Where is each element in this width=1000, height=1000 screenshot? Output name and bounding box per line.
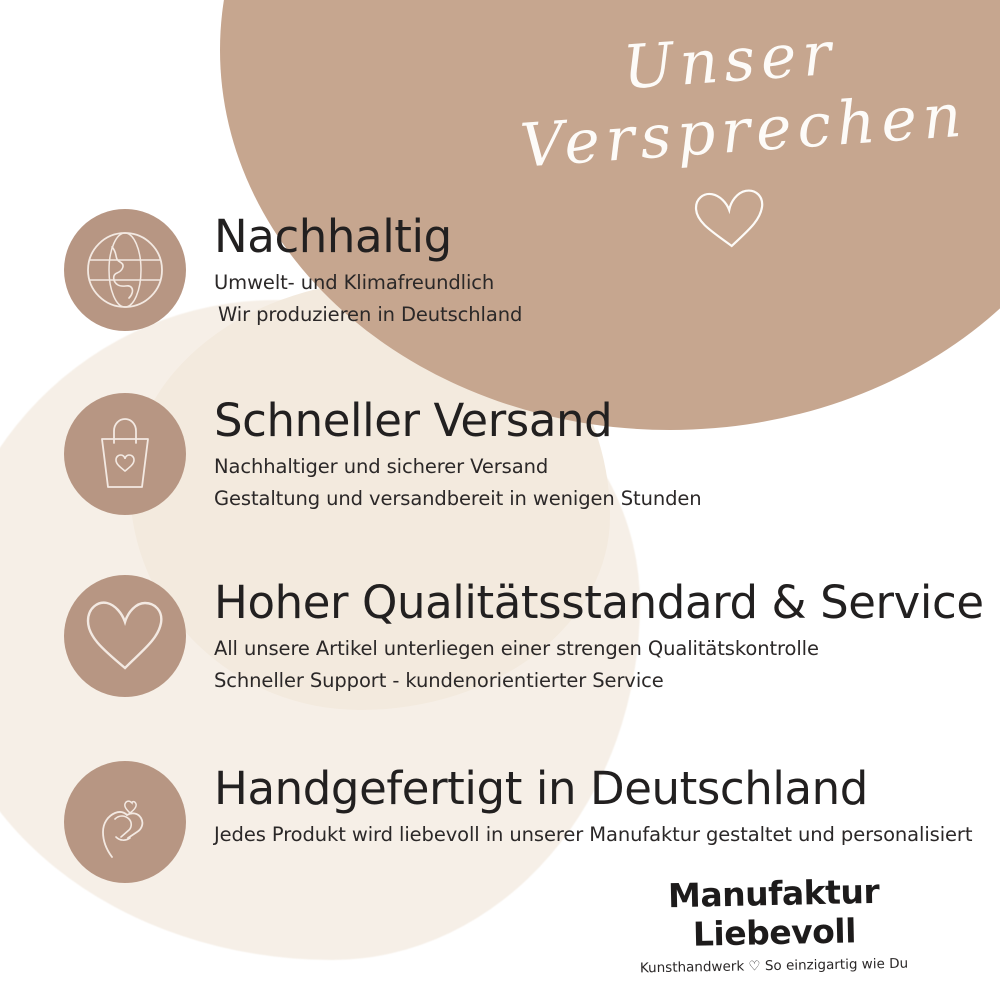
feature-subtitle-1: Nachhaltiger und sicherer Versand <box>214 454 549 478</box>
feature-title: Hoher Qualitätsstandard & Service <box>214 576 984 629</box>
hand-heart-icon <box>64 761 186 883</box>
feature-subtitle-2: Gestaltung und versandbereit in wenigen Stunden <box>214 486 702 510</box>
feature-text-versand <box>214 389 702 510</box>
feature-subtitle-2: Schneller Support - kundenorientierter Service <box>214 668 664 692</box>
feature-text-handgefertigt <box>214 757 972 846</box>
feature-subtitle-1: Jedes Produkt wird liebevoll in unserer Manufaktur gestaltet und personalisiert <box>214 822 973 846</box>
feature-subtitle-2: Wir produzieren in Deutschland <box>218 302 523 326</box>
promise-line-2: Versprechen <box>518 80 970 182</box>
feature-subtitle-1: Umwelt- und Klimafreundlich <box>214 270 495 294</box>
feature-title: Schneller Versand <box>214 394 613 447</box>
feature-row-qualitaet <box>0 571 1000 731</box>
brand-signature <box>594 871 954 977</box>
feature-title: Nachhaltig <box>214 210 452 263</box>
feature-text-nachhaltig <box>214 205 522 326</box>
feature-subtitle-1: All unsere Artikel unterliegen einer strengen Qualitätskontrolle <box>214 636 819 660</box>
brand-tagline: Kunsthandwerk ♡ So einzigartig wie Du <box>639 955 909 977</box>
shopping-bag-icon <box>64 393 186 515</box>
heart-icon <box>64 575 186 697</box>
globe-icon <box>64 209 186 331</box>
feature-row-nachhaltig <box>0 205 1000 365</box>
feature-title: Handgefertigt in Deutschland <box>214 762 868 815</box>
feature-row-versand <box>0 389 1000 549</box>
feature-text-qualitaet <box>214 571 984 692</box>
feature-list <box>0 205 1000 931</box>
brand-name: Manufaktur Liebevoll <box>667 871 880 954</box>
promise-line-1: Unser <box>620 18 840 104</box>
